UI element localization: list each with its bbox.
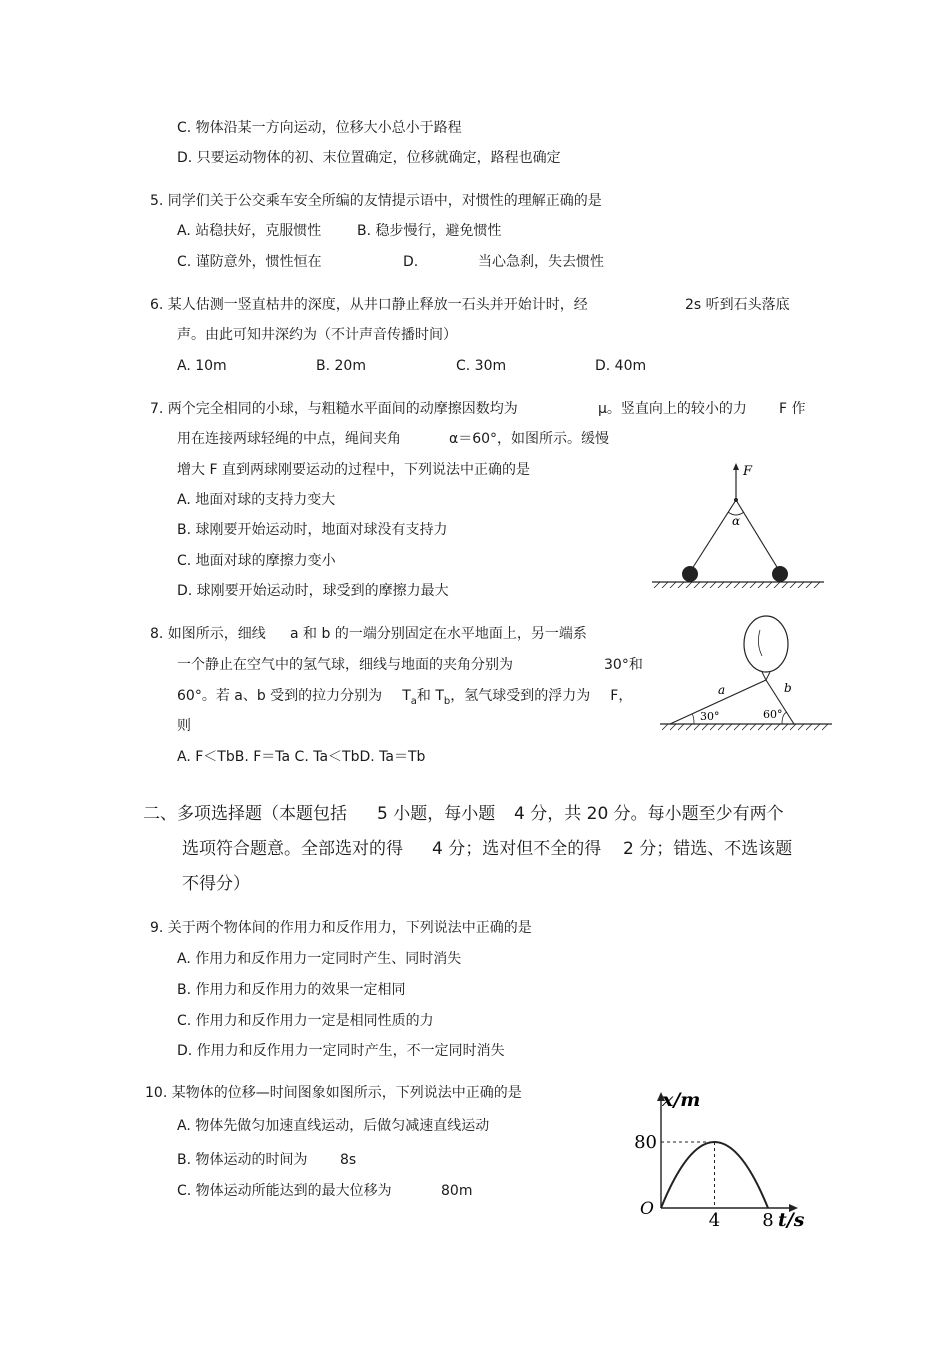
angle-label-a: 30°: [700, 710, 720, 723]
q10-option-a: A. 物体先做匀加速直线运动，后做匀减速直线运动: [177, 1118, 490, 1134]
q8-options: A. F＜TbB. F＝Ta C. Ta＜TbD. Ta＝Tb: [177, 749, 426, 765]
section2-heading-line2-b: 4 分；选对但不全的得: [432, 839, 602, 859]
q8-ta-sub: a: [410, 695, 417, 707]
x-axis-label: t/s: [778, 1209, 805, 1231]
q8-stem-line4: 则: [177, 718, 191, 734]
q7-option-b: B. 球刚要开始运动时，地面对球没有支持力: [177, 522, 448, 538]
rope-right: [736, 500, 780, 572]
q8-stem: 8. 如图所示，细线: [150, 626, 266, 642]
q9-stem: 9. 关于两个物体间的作用力和反作用力，下列说法中正确的是: [150, 920, 532, 936]
angle-arc-a: [692, 714, 694, 724]
section2-heading-line2-c: 2 分；错选、不选该题: [623, 839, 793, 859]
q7-option-c: C. 地面对球的摩擦力变小: [177, 553, 336, 569]
angle-label: α: [732, 514, 741, 528]
angle-label-b: 60°: [763, 708, 783, 721]
balloon-knot: [762, 672, 770, 680]
balloon: [744, 616, 788, 672]
ground-hatch: [654, 582, 820, 588]
q5-option-c: C. 谨防意外，惯性恒在: [177, 254, 322, 270]
q5-option-b: B. 稳步慢行，避免惯性: [357, 223, 502, 239]
x-tick-label-4: 4: [708, 1210, 721, 1231]
q7-stem-mu: μ。竖直向上的较小的力: [598, 401, 747, 417]
q6-option-a: A. 10m: [177, 358, 227, 374]
balloon-highlight: [758, 630, 762, 656]
section2-heading-line1: 二、多项选择题（本题包括: [143, 804, 347, 824]
q7-option-a: A. 地面对球的支持力变大: [177, 492, 336, 508]
string-a-label: a: [718, 683, 726, 697]
q8-stem-line2: 一个静止在空气中的氢气球，细线与地面的夹角分别为: [177, 657, 513, 673]
q10-xt-chart: [628, 1084, 818, 1232]
force-label: F: [743, 464, 753, 479]
section2-heading-line2: 选项符合题意。全部选对的得: [182, 839, 403, 859]
y-axis-label: x/m: [662, 1089, 701, 1111]
q10-stem: 10. 某物体的位移—时间图象如图所示，下列说法中正确的是: [145, 1085, 522, 1101]
q7-stem: 7. 两个完全相同的小球，与粗糙水平面间的动摩擦因数均为: [150, 401, 518, 417]
q9-option-d: D. 作用力和反作用力一定同时产生，不一定同时消失: [177, 1043, 505, 1059]
q8-tb-sub: b: [443, 695, 451, 707]
q8-stem-line3-text: 60°。若 a、b 受到的拉力分别为: [177, 688, 383, 704]
q7-stem-line2-angle: α＝60°，如图所示。缓慢: [449, 431, 610, 447]
section2-heading-line1-c: 4 分，共 20 分。每小题至少有两个: [514, 804, 784, 824]
q6-option-b: B. 20m: [316, 358, 366, 374]
q7-figure-two-balls: [648, 458, 828, 594]
q8-ta: T: [402, 688, 411, 704]
q5-option-d-letter: D.: [403, 254, 419, 270]
q8-stem-line2-angle: 30°和: [604, 657, 643, 673]
q6-option-d: D. 40m: [595, 358, 647, 374]
q10-option-c-value: 80m: [441, 1183, 473, 1199]
q8-and-tb: 和 T: [416, 688, 444, 704]
q5-stem: 5. 同学们关于公交乘车安全所编的友情提示语中，对惯性的理解正确的是: [150, 193, 602, 209]
q6-stem: 6. 某人估测一竖直枯井的深度，从井口静止释放一石头并开始计时，经: [150, 297, 588, 313]
q7-stem-f: F 作: [779, 401, 806, 417]
q9-option-c: C. 作用力和反作用力一定是相同性质的力: [177, 1013, 434, 1029]
y-tick-label-80: 80: [634, 1132, 657, 1153]
q10-option-b: B. 物体运动的时间为: [177, 1152, 308, 1168]
q10-option-b-value: 8s: [340, 1152, 357, 1168]
q8-stem-rest: a 和 b 的一端分别固定在水平地面上，另一端系: [290, 626, 587, 642]
q7-stem-line3: 增大 F 直到两球刚要运动的过程中，下列说法中正确的是: [177, 462, 530, 478]
angle-arc-b: [782, 712, 787, 724]
q7-stem-line2: 用在连接两球轻绳的中点，绳间夹角: [177, 431, 401, 447]
q10-option-c: C. 物体运动所能达到的最大位移为: [177, 1183, 392, 1199]
ball-right: [772, 566, 788, 582]
q8-f: F，: [610, 688, 633, 704]
section2-heading-line1-b: 5 小题，每小题: [377, 804, 496, 824]
q4-option-c: C. 物体沿某一方向运动，位移大小总小于路程: [177, 120, 462, 136]
x-tick-label-8: 8: [762, 1210, 774, 1231]
q7-option-d: D. 球刚要开始运动时，球受到的摩擦力最大: [177, 583, 449, 599]
q8-figure-balloon: [656, 608, 836, 732]
ground-hatch: [662, 724, 828, 730]
force-arrow-head: [733, 463, 739, 470]
q6-stem-time: 2s 听到石头落底: [685, 297, 790, 313]
section2-heading-line3: 不得分）: [182, 874, 250, 894]
ball-left: [682, 566, 698, 582]
q5-option-d-text: 当心急刹，失去惯性: [478, 254, 604, 270]
q9-option-a: A. 作用力和反作用力一定同时产生、同时消失: [177, 951, 462, 967]
q5-option-a: A. 站稳扶好，克服惯性: [177, 223, 322, 239]
q6-stem-line2: 声。由此可知井深约为（不计声音传播时间）: [177, 327, 457, 343]
q4-option-d: D. 只要运动物体的初、末位置确定，位移就确定，路程也确定: [177, 150, 561, 166]
string-b-label: b: [784, 681, 792, 695]
q6-option-c: C. 30m: [456, 358, 507, 374]
q9-option-b: B. 作用力和反作用力的效果一定相同: [177, 982, 406, 998]
q8-stem-line3: [177, 687, 632, 711]
rope-left: [690, 500, 736, 572]
q8-buoyancy-text: ，氢气球受到的浮力为: [450, 688, 591, 704]
origin-label: O: [640, 1199, 654, 1219]
